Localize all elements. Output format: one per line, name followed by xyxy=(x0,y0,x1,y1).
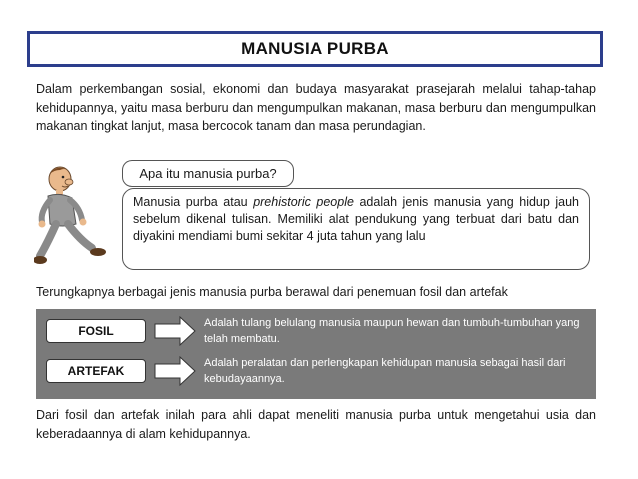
page-title: MANUSIA PURBA xyxy=(241,39,389,58)
artefak-label: ARTEFAK xyxy=(46,359,146,383)
answer-text-start: Manusia purba atau xyxy=(133,195,254,209)
conclusion-paragraph: Dari fosil dan artefak inilah para ahli dapat meneliti manusia purba untuk mengetahui usia dan keberadaannya di alam kehidupannya. xyxy=(36,408,596,441)
discovery-paragraph: Terungkapnya berbagai jenis manusia purba berawal dari penemuan fosil dan artefak xyxy=(36,285,508,299)
arrow-right-icon xyxy=(154,316,196,346)
walking-man-illustration xyxy=(34,164,116,268)
artefak-description: Adalah peralatan dan perlengkapan kehidupan manusia sebagai hasil dari kebudayaannya. xyxy=(204,357,566,385)
answer-text-end: adalah jenis manusia yang hidup jauh sebelum dikenal tulisan. Memiliki alat pendukung yang terbuat dari batu dan diyakini mendiami bumi sekitar 4 juta tahun yang lalu xyxy=(133,195,580,243)
question-bubble xyxy=(122,160,294,187)
terms-panel xyxy=(36,309,596,399)
title-box xyxy=(27,31,603,67)
answer-bubble xyxy=(122,188,590,270)
intro-paragraph: Dalam perkembangan sosial, ekonomi dan budaya masyarakat prasejarah melalui tahap-tahap kehidupannya, yaitu masa berburu dan mengumpulkan makanan, masa berburu dan mengumpulkan makanan tingkat lanjut, masa bercocok tanam dan masa perundagian. xyxy=(36,82,596,133)
answer-emphasis: prehistoric people xyxy=(253,195,354,209)
fosil-description: Adalah tulang belulang manusia maupun hewan dan tumbuh-tumbuhan yang telah membatu. xyxy=(204,317,580,345)
arrow-right-icon xyxy=(154,356,196,386)
fosil-label: FOSIL xyxy=(46,319,146,343)
question-text: Apa itu manusia purba? xyxy=(139,166,277,181)
